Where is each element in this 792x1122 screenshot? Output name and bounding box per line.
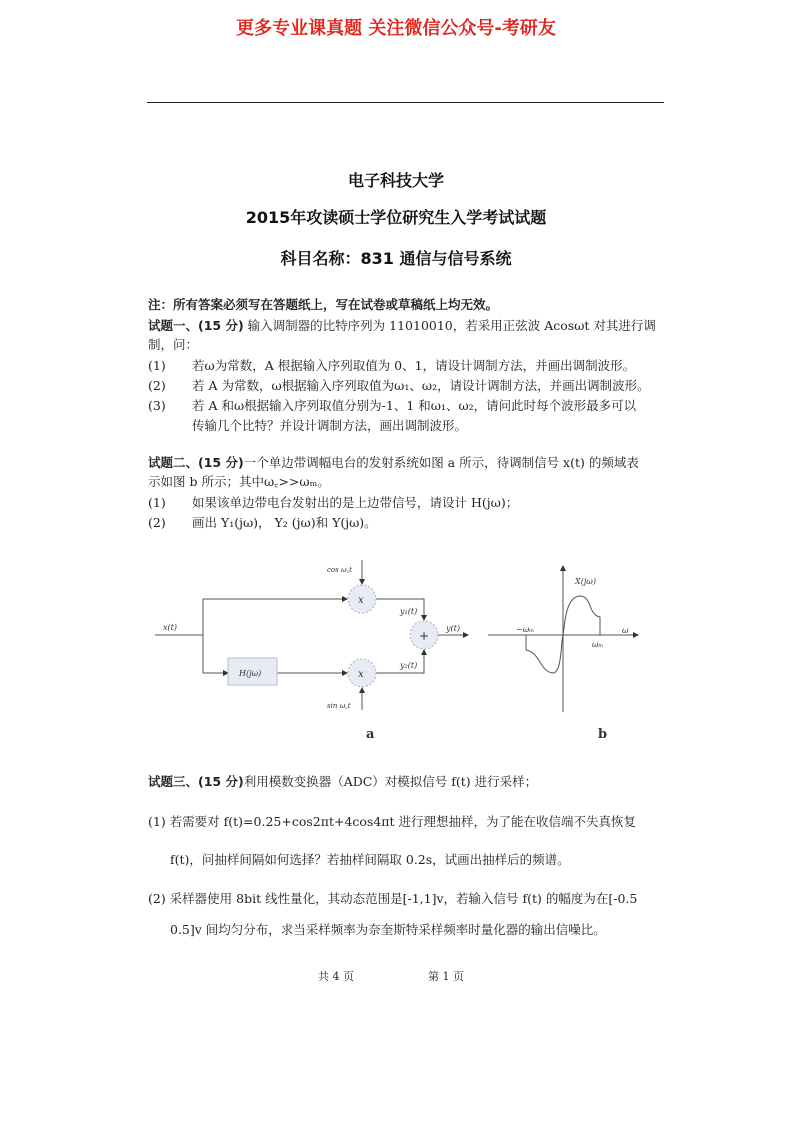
item-text: 若 A 和ω根据输入序列取值分别为-1、1 和ω₁、ω₂，请问此时每个波形最多可以 xyxy=(192,398,637,413)
spectrum-b xyxy=(488,566,638,712)
q2-text: 一个单边带调幅电台的发射系统如图 a 所示，待调制信号 x(t) 的频域表 xyxy=(243,455,639,470)
filter-label: H(jω) xyxy=(239,669,262,678)
mult-label: x xyxy=(358,669,364,680)
item-text: 如果该单边带电台发射出的是上边带信号，请设计 H(jω)； xyxy=(192,495,519,510)
q3-line1 xyxy=(148,772,537,791)
y-label: y(t) xyxy=(446,624,460,633)
exam-title: 2015年攻读硕士学位研究生入学考试试题 xyxy=(245,208,547,227)
q3-p1a: (1) 若需要对 f(t)=0.25+cos2πt+4cos4πt 进行理想抽样，为了能在收信端不失真恢复 xyxy=(148,814,637,829)
page-number: 第 1 页 xyxy=(428,970,464,983)
input-label: x(t) xyxy=(163,623,177,632)
adder-label: + xyxy=(419,629,430,643)
spectrum-title: X(jω) xyxy=(575,577,596,586)
pos-omega-m: ωₘ xyxy=(592,640,604,649)
item-text: 若 A 为常数，ω根据输入序列取值为ω₁、ω₂，请设计调制方法，并画出调制波形。 xyxy=(192,378,650,393)
q1-item3-cont: 传输几个比特？并设计调制方法，画出调制波形。 xyxy=(192,418,468,433)
q1-line2: 制，问： xyxy=(148,337,199,352)
subject-title: 科目名称：831 通信与信号系统 xyxy=(280,249,512,268)
university-title: 电子科技大学 xyxy=(347,171,444,190)
q3-text: 利用模数变换器（ADC）对模拟信号 f(t) 进行采样； xyxy=(243,774,538,789)
q1-label: 试题一、(15 分) xyxy=(148,318,244,333)
caption-b: b xyxy=(598,727,608,742)
item-number: (1) xyxy=(148,495,166,510)
mult-label: x xyxy=(358,595,364,606)
sin-label: sin ω꜀t xyxy=(327,702,351,710)
item-text: 画出 Y₁(jω)， Y₂ (jω)和 Y(jω)。 xyxy=(192,515,377,530)
item-number: (1) xyxy=(148,358,166,373)
cos-label: cos ω꜀t xyxy=(327,566,352,574)
q3-p2b: 0.5]v 间均匀分布，求当采样频率为奈奎斯特采样频率时量化器的输出信噪比。 xyxy=(170,922,606,937)
y2-label: y₂(t) xyxy=(400,661,418,670)
q3-p2a: (2) 采样器使用 8bit 线性量化，其动态范围是[-1,1]v，若输入信号 f(t) 的幅度为在[-0.5 xyxy=(148,891,638,906)
q3-p1b: f(t)，问抽样间隔如何选择？若抽样间隔取 0.2s，试画出抽样后的频谱。 xyxy=(170,852,570,867)
promo-banner: 更多专业课真题 关注微信公众号-考研友 xyxy=(236,18,556,39)
q3-label: 试题三、(15 分) xyxy=(148,774,244,789)
y1-label: y₁(t) xyxy=(400,607,418,616)
caption-a: a xyxy=(366,727,375,742)
item-text: 若ω为常数，A 根据输入序列取值为 0、1，请设计调制方法，并画出调制波形。 xyxy=(192,358,636,373)
note: 注：所有答案必须写在答题纸上，写在试卷或草稿纸上均无效。 xyxy=(148,297,499,312)
total-pages: 共 4 页 xyxy=(318,970,354,983)
q1-text: 输入调制器的比特序列为 11010010，若采用正弦波 Acosωt 对其进行调 xyxy=(243,318,656,333)
item-number: (2) xyxy=(148,378,166,393)
item-number: (3) xyxy=(148,398,166,413)
q2-line2: 示如图 b 所示；其中ω꜀>>ωₘ。 xyxy=(148,474,330,489)
q2-label: 试题二、(15 分) xyxy=(148,455,244,470)
omega-axis-label: ω xyxy=(622,626,629,635)
item-number: (2) xyxy=(148,515,166,530)
neg-omega-m: −ωₘ xyxy=(516,625,535,634)
